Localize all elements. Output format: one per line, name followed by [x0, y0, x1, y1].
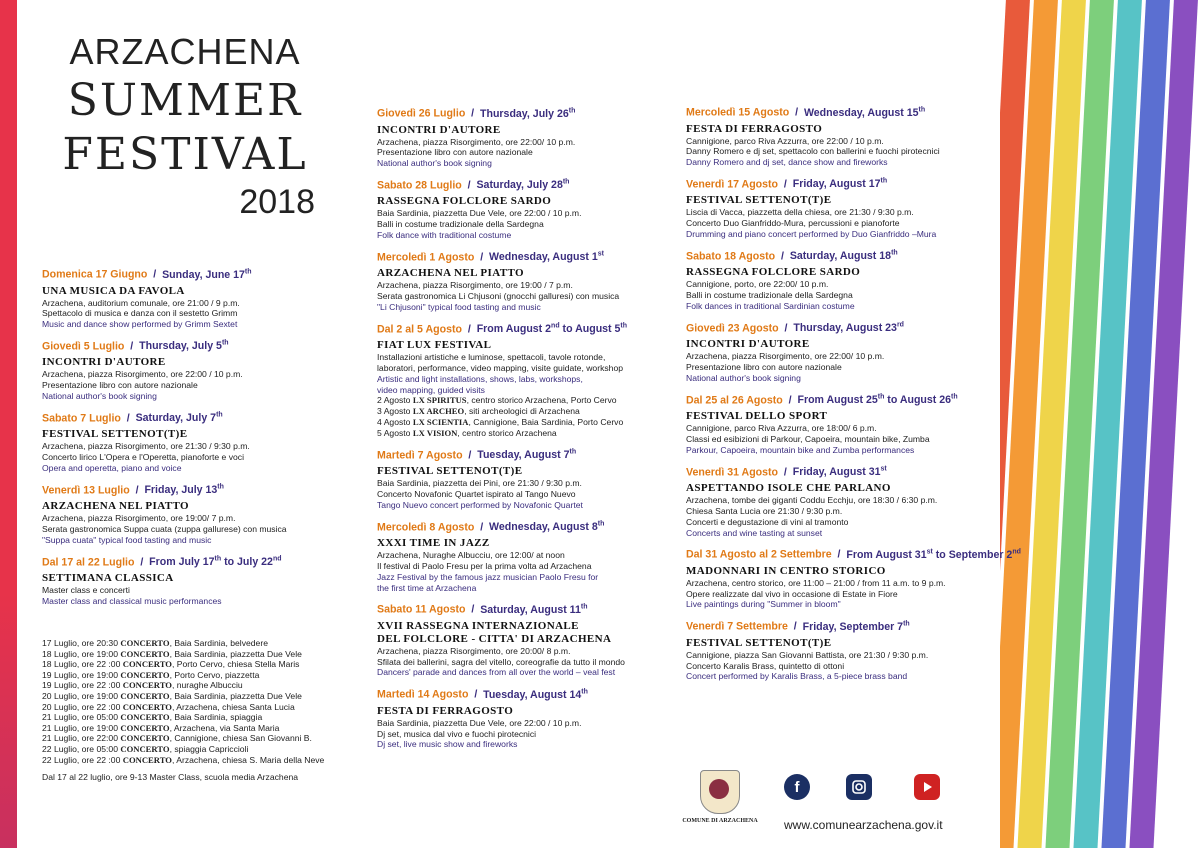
header-festival: FESTIVAL	[62, 129, 308, 180]
event-date: Domenica 17 Giugno / Sunday, June 17th	[42, 268, 252, 281]
event-line: Presentazione libro con autore nazionale	[377, 147, 533, 158]
event-line-english: Master class and classical music performances	[42, 596, 222, 607]
event-date: Venerdì 7 Settembre / Friday, September 7th	[686, 620, 910, 633]
event-date-en: Wednesday, August 15th	[803, 106, 926, 119]
event-line: Concerto lirico L'Opera e l'Operetta, pianoforte e voci	[42, 452, 244, 463]
event-date-en: Sunday, June 17th	[162, 268, 252, 281]
event-entry	[377, 248, 677, 313]
schedule-item: 21 Luglio, ore 19:00 CONCERTO, Arzachena, via Santa Maria	[42, 722, 280, 733]
event-line-english: Music and dance show performed by Grimm Sextet	[42, 319, 238, 330]
website-link[interactable]: www.comunearzachena.gov.it	[784, 818, 943, 832]
event-entry	[377, 685, 677, 750]
events-column-2	[377, 104, 677, 757]
event-entry	[377, 446, 677, 511]
event-date-it: Sabato 28 Luglio	[377, 179, 462, 192]
schedule-item: 19 Luglio, ore 22 :00 CONCERTO, nuraghe Albucciu	[42, 680, 243, 691]
event-title: UNA MUSICA DA FAVOLA	[42, 284, 185, 297]
event-date-it: Venerdì 7 Settembre	[686, 620, 788, 633]
event-line: 2 Agosto LX SPIRITUS, centro storico Arzachena, Porto Cervo	[377, 395, 617, 406]
event-line-english: Dancers' parade and dances from all over the world – veal fest	[377, 667, 616, 678]
event-line: Baia Sardinia, piazzetta Due Vele, ore 22:00 / 10 p.m.	[377, 717, 582, 728]
event-entry	[42, 409, 342, 474]
schedule-item: 21 Luglio, ore 22:00 CONCERTO, Cannigione, chiesa San Giovanni B.	[42, 733, 312, 744]
schedule-item: 22 Luglio, ore 05:00 CONCERTO, spiaggia Capriccioli	[42, 743, 249, 754]
event-title: FESTIVAL SETTENOT(T)E	[42, 428, 188, 441]
event-date-it: Mercoledì 8 Agosto	[377, 521, 475, 534]
schedule-item: 18 Luglio, ore 22 :00 CONCERTO, Porto Cervo, chiesa Stella Maris	[42, 659, 300, 670]
event-line: Arzachena, piazza Risorgimento, ore 22:00 / 10 p.m.	[42, 369, 243, 380]
event-line-english: Opera and operetta, piano and voice	[42, 462, 182, 473]
festival-header	[40, 30, 330, 222]
event-line: Arzachena, piazza Risorgimento, ore 22:00/ 10 p.m.	[377, 136, 576, 147]
event-date-en: Friday, August 17th	[792, 177, 888, 191]
event-line-english: Folk dances in traditional Sardinian costume	[686, 300, 855, 311]
event-line-english: Dj set, live music show and fireworks	[377, 739, 518, 750]
event-entry	[377, 320, 677, 439]
event-entry	[42, 337, 342, 402]
event-line-english: Parkour, Capoeira, mountain bike and Zumba performances	[686, 444, 915, 455]
event-date: Venerdì 17 Agosto / Friday, August 17th	[686, 177, 888, 191]
event-date-it: Martedì 14 Agosto	[377, 688, 469, 701]
event-line: Arzachena, centro storico, ore 11:00 – 21:00 / from 11 a.m. to 9 p.m.	[686, 577, 946, 588]
event-line: Opere realizzate dal vivo in occasione di Estate in Fiore	[686, 588, 898, 599]
event-line: Arzachena, piazza Risorgimento, ore 19:00/ 7 p.m.	[42, 513, 236, 524]
event-title: FESTIVAL SETTENOT(T)E	[686, 636, 832, 649]
event-line-english: the first time at Arzachena	[377, 582, 477, 593]
event-line: Chiesa Santa Lucia ore 21:30 / 9:30 p.m.	[686, 505, 843, 516]
event-line-english: "Suppa cuata" typical food tasting and music	[42, 534, 212, 545]
event-date-it: Mercoledì 15 Agosto	[686, 106, 790, 119]
footer	[680, 770, 980, 840]
event-line: Concerto Duo Gianfriddo-Mura, percussioni e pianoforte	[686, 218, 900, 229]
event-date-en: From August 25th to August 26th	[797, 393, 958, 407]
event-date-it: Giovedì 26 Luglio	[377, 107, 466, 120]
event-line: Installazioni artistiche e luminose, spettacoli, tavole rotonde,	[377, 352, 606, 363]
event-line: Arzachena, piazza Risorgimento, ore 21:30 / 9:30 p.m.	[42, 441, 250, 452]
event-line-english: Tango Nuevo concert performed by Novafonic Quartet	[377, 499, 583, 510]
event-line: Cannigione, parco Riva Azzurra, ore 18:00/ 6 p.m.	[686, 423, 877, 434]
event-title: FIAT LUX FESTIVAL	[377, 339, 492, 352]
event-date-en: Friday, July 13th	[144, 483, 224, 497]
event-entry	[42, 481, 342, 546]
event-entry	[377, 176, 677, 241]
event-date-it: Sabato 11 Agosto	[377, 603, 466, 616]
event-line: Cannigione, parco Riva Azzurra, ore 22:00 / 10 p.m.	[686, 135, 884, 146]
event-line: 4 Agosto LX SCIENTIA, Cannigione, Baia Sardinia, Porto Cervo	[377, 417, 624, 428]
event-line-english: Concert performed by Karalis Brass, a 5-piece brass band	[686, 671, 908, 682]
event-date-it: Martedì 7 Agosto	[377, 449, 463, 462]
event-line: Arzachena, tombe dei giganti Coddu Ecchju, ore 18:30 / 6:30 p.m.	[686, 495, 938, 506]
event-title: RASSEGNA FOLCLORE SARDO	[686, 266, 861, 279]
event-date-en: Tuesday, August 7th	[477, 448, 577, 462]
event-line-english: Danny Romero and dj set, dance show and fireworks	[686, 157, 888, 168]
schedule-item: Dal 17 al 22 luglio, ore 9-13 Master Class, scuola media Arzachena	[42, 772, 299, 783]
event-line: Arzachena, piazza Risorgimento, ore 22:00/ 10 p.m.	[686, 351, 885, 362]
event-line: Concerto Karalis Brass, quintetto di ottoni	[686, 660, 845, 671]
event-entry	[42, 553, 342, 607]
event-date-en: Saturday, August 18th	[789, 249, 898, 263]
event-date: Sabato 18 Agosto / Saturday, August 18th	[686, 249, 898, 263]
left-color-stripe	[0, 0, 17, 848]
event-line: Arzachena, auditorium comunale, ore 21:00 / 9 p.m.	[42, 297, 240, 308]
events-column-1	[42, 265, 342, 614]
event-line: Arzachena, piazza Risorgimento, ore 19:00 / 7 p.m.	[377, 280, 573, 291]
instagram-icon[interactable]	[846, 774, 872, 800]
event-date-en: Saturday, July 7th	[135, 411, 223, 425]
event-date-it: Dal 25 al 26 Agosto	[686, 394, 783, 407]
event-title: XVII RASSEGNA INTERNAZIONALE	[377, 619, 579, 632]
youtube-icon[interactable]	[914, 774, 940, 800]
event-line-english: Live paintings during "Summer in bloom"	[686, 599, 841, 610]
event-date-en: Friday, August 31st	[792, 465, 887, 479]
event-date: Dal 25 al 26 Agosto / From August 25th to August 26th	[686, 393, 958, 407]
event-date-it: Venerdì 31 Agosto	[686, 466, 779, 479]
event-date: Dal 31 Agosto al 2 Settembre / From August 31st to September 2nd	[686, 548, 1021, 561]
rainbow-stripes	[1000, 0, 1200, 848]
event-date-it: Venerdì 13 Luglio	[42, 484, 130, 497]
event-date-it: Giovedì 23 Agosto	[686, 322, 779, 335]
event-date-it: Giovedì 5 Luglio	[42, 340, 125, 353]
event-line: Balli in costume tradizionale della Sardegna	[377, 219, 544, 230]
event-title: ARZACHENA NEL PIATTO	[377, 267, 524, 280]
event-line: Presentazione libro con autore nazionale	[42, 380, 198, 391]
event-line: Serata gastronomica Suppa cuata (zuppa gallurese) con musica	[42, 524, 287, 535]
event-line: Baia Sardinia, piazzetta dei Pini, ore 21:30 / 9:30 p.m.	[377, 478, 582, 489]
event-title: FESTIVAL SETTENOT(T)E	[377, 465, 523, 478]
event-date-it: Venerdì 17 Agosto	[686, 178, 779, 191]
event-title-2: DEL FOLCLORE - CITTA' DI ARZACHENA	[377, 632, 612, 645]
event-line: Serata gastronomica Li Chjusoni (gnocchi galluresi) con musica	[377, 291, 620, 302]
event-entry	[686, 103, 986, 168]
event-date: Sabato 7 Luglio / Saturday, July 7th	[42, 411, 223, 425]
event-line: 3 Agosto LX ARCHEO, siti archeologici di Arzachena	[377, 406, 580, 417]
event-title: INCONTRI D'AUTORE	[377, 123, 501, 136]
event-date-en: From July 17th to July 22nd	[149, 555, 282, 569]
event-line-english: Concerts and wine tasting at sunset	[686, 527, 823, 538]
event-entry	[686, 391, 986, 456]
event-title: XXXI TIME IN JAZZ	[377, 537, 490, 550]
event-line: Baia Sardinia, piazzetta Due Vele, ore 22:00 / 10 p.m.	[377, 208, 582, 219]
concert-schedule	[42, 638, 342, 783]
event-entry	[686, 617, 986, 682]
event-line: Cannigione, piazza San Giovanni Battista, ore 21:30 / 9:30 p.m.	[686, 649, 929, 660]
event-date: Dal 2 al 5 Agosto / From August 2nd to August 5th	[377, 322, 628, 336]
events-column-3	[686, 103, 1021, 689]
event-line: 5 Agosto LX VISION, centro storico Arzachena	[377, 427, 557, 438]
event-line: Concerto Novafonic Quartet ispirato al Tango Nuevo	[377, 489, 576, 499]
logo-label: COMUNE DI ARZACHENA	[682, 818, 758, 824]
event-entry	[686, 175, 986, 240]
schedule-item: 22 Luglio, ore 22 :00 CONCERTO, Arzachena, chiesa S. Maria della Neve	[42, 754, 325, 765]
schedule-item: 19 Luglio, ore 19:00 CONCERTO, Porto Cervo, piazzetta	[42, 669, 260, 680]
event-date-en: Saturday, August 11th	[480, 603, 588, 616]
event-line: Sfilata dei ballerini, sagra del vitello, coreografie da tutto il mondo	[377, 656, 625, 667]
comune-logo	[680, 770, 760, 824]
event-title: FESTA DI FERRAGOSTO	[377, 704, 514, 717]
event-date: Giovedì 26 Luglio / Thursday, July 26th	[377, 107, 576, 120]
event-line-english: National author's book signing	[42, 391, 157, 402]
event-entry	[686, 247, 986, 312]
event-line: Spettacolo di musica e danza con il sestetto Grimm	[42, 308, 238, 319]
event-date-en: Saturday, July 28th	[476, 178, 570, 192]
event-date-it: Dal 31 Agosto al 2 Settembre	[686, 548, 832, 561]
event-entry	[686, 545, 1021, 610]
event-date-en: Tuesday, August 14th	[483, 688, 588, 701]
event-line: Presentazione libro con autore nazionale	[686, 362, 842, 373]
event-line: Arzachena, Nuraghe Albucciu, ore 12:00/ at noon	[377, 550, 565, 561]
event-date-it: Sabato 18 Agosto	[686, 250, 776, 263]
event-line-english: "Li Chjusoni" typical food tasting and music	[377, 301, 541, 312]
schedule-item: 20 Luglio, ore 19:00 CONCERTO, Baia Sardinia, piazzetta Due Vele	[42, 690, 302, 701]
event-date: Dal 17 al 22 Luglio / From July 17th to July 22nd	[42, 555, 282, 569]
schedule-item: 20 Luglio, ore 22 :00 CONCERTO, Arzachena, chiesa Santa Lucia	[42, 701, 295, 712]
event-date-en: Wednesday, August 1st	[489, 250, 604, 264]
event-line: Danny Romero e dj set, spettacolo con ballerini e fuochi pirotecnici	[686, 146, 940, 157]
event-date-it: Dal 17 al 22 Luglio	[42, 556, 135, 569]
event-line: Cannigione, porto, ore 22:00/ 10 p.m.	[686, 279, 829, 290]
schedule-item: 17 Luglio, ore 20:30 CONCERTO, Baia Sardinia, belvedere	[42, 638, 268, 648]
header-arzachena: ARZACHENA	[69, 31, 301, 72]
coat-of-arms-icon	[700, 770, 740, 814]
event-date: Martedì 14 Agosto / Tuesday, August 14th	[377, 688, 588, 701]
event-line: Il festival di Paolo Fresu per la prima volta ad Arzachena	[377, 560, 592, 571]
event-date-it: Sabato 7 Luglio	[42, 412, 121, 425]
event-date: Sabato 28 Luglio / Saturday, July 28th	[377, 178, 570, 192]
event-date-it: Dal 2 al 5 Agosto	[377, 323, 462, 336]
event-entry	[686, 319, 986, 384]
event-date-en: Thursday, August 23rd	[793, 321, 904, 335]
event-line: laboratori, performance, video mapping, visite guidate, workshop	[377, 363, 624, 374]
event-date: Giovedì 23 Agosto / Thursday, August 23rd	[686, 321, 904, 335]
event-entry	[686, 463, 986, 539]
event-title: ARZACHENA NEL PIATTO	[42, 500, 189, 513]
event-entry	[377, 518, 677, 594]
event-line: Dj set, musica dal vivo e fuochi pirotecnici	[377, 728, 537, 739]
event-date: Mercoledì 1 Agosto / Wednesday, August 1st	[377, 250, 604, 264]
event-date: Venerdì 31 Agosto / Friday, August 31st	[686, 465, 887, 479]
event-title: FESTA DI FERRAGOSTO	[686, 122, 823, 135]
event-date: Giovedì 5 Luglio / Thursday, July 5th	[42, 339, 229, 353]
event-date-it: Mercoledì 1 Agosto	[377, 251, 475, 264]
event-date-en: Thursday, July 5th	[139, 339, 229, 353]
event-line-english: National author's book signing	[686, 372, 801, 383]
event-date-en: Wednesday, August 8th	[489, 520, 605, 534]
event-title: RASSEGNA FOLCLORE SARDO	[377, 195, 552, 208]
event-date: Martedì 7 Agosto / Tuesday, August 7th	[377, 448, 577, 462]
event-date-en: From August 2nd to August 5th	[476, 322, 628, 336]
facebook-icon[interactable]: f	[784, 774, 810, 800]
header-summer: SUMMER	[67, 75, 303, 126]
event-date: Mercoledì 15 Agosto / Wednesday, August 15th	[686, 106, 926, 119]
event-title: SETTIMANA CLASSICA	[42, 572, 174, 585]
event-date-en: From August 31st to September 2nd	[846, 548, 1021, 561]
event-entry	[377, 104, 677, 169]
event-line-english: National author's book signing	[377, 158, 492, 169]
schedule-item	[42, 765, 342, 772]
event-date: Sabato 11 Agosto / Saturday, August 11th	[377, 603, 588, 616]
event-line: Liscia di Vacca, piazzetta della chiesa, ore 21:30 / 9:30 p.m.	[686, 207, 914, 218]
event-line: Concerti e degustazione di vini al tramonto	[686, 516, 849, 527]
event-date-en: Friday, September 7th	[802, 620, 910, 633]
event-title: ASPETTANDO ISOLE CHE PARLANO	[686, 482, 891, 495]
event-title: MADONNARI IN CENTRO STORICO	[686, 564, 886, 577]
schedule-item: 18 Luglio, ore 19:00 CONCERTO, Baia Sardinia, piazzetta Due Vele	[42, 648, 302, 659]
event-entry	[377, 600, 677, 678]
event-line-english: Artistic and light installations, shows, labs, workshops,	[377, 373, 583, 384]
event-line: Master class e concerti	[42, 585, 130, 596]
header-year: 2018	[239, 183, 315, 221]
event-title: INCONTRI D'AUTORE	[686, 338, 810, 351]
event-date: Venerdì 13 Luglio / Friday, July 13th	[42, 483, 224, 497]
event-entry	[42, 265, 342, 330]
event-title: FESTIVAL SETTENOT(T)E	[686, 194, 832, 207]
event-date-en: Thursday, July 26th	[480, 107, 576, 120]
schedule-item: 21 Luglio, ore 05:00 CONCERTO, Baia Sardinia, spiaggia	[42, 712, 263, 723]
event-line: Classi ed esibizioni di Parkour, Capoeira, mountain bike, Zumba	[686, 434, 930, 445]
event-line-english: Drumming and piano concert performed by Duo Gianfriddo –Mura	[686, 229, 937, 240]
event-line-english: Jazz Festival by the famous jazz musician Paolo Fresu for	[377, 571, 599, 582]
event-title: INCONTRI D'AUTORE	[42, 356, 166, 369]
event-title: FESTIVAL DELLO SPORT	[686, 410, 828, 423]
event-date: Mercoledì 8 Agosto / Wednesday, August 8th	[377, 520, 605, 534]
event-line-english: video mapping, guided visits	[377, 384, 485, 395]
event-line-english: Folk dance with traditional costume	[377, 230, 512, 241]
event-line: Arzachena, piazza Risorgimento, ore 20:00/ 8 p.m.	[377, 645, 571, 656]
event-date-it: Domenica 17 Giugno	[42, 268, 148, 281]
event-line: Balli in costume tradizionale della Sardegna	[686, 290, 853, 301]
